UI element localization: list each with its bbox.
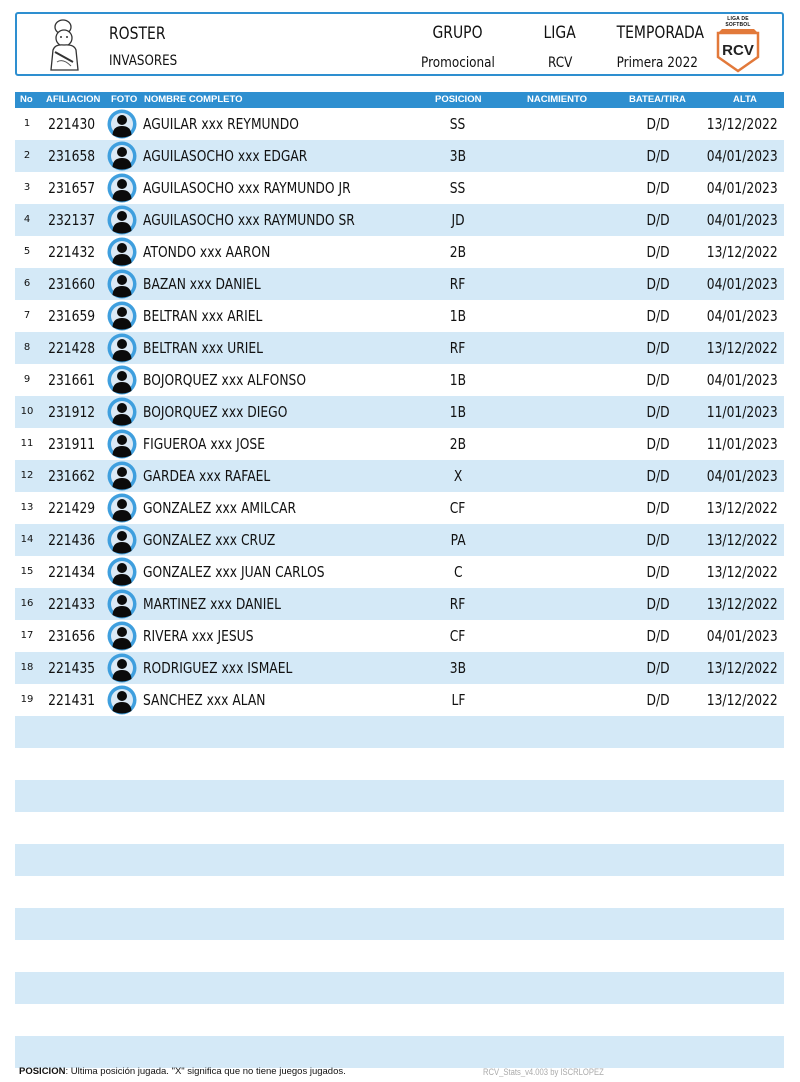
player-registration-date: 04/01/2023 [706, 467, 778, 485]
player-affiliation: 231662 [48, 467, 96, 485]
footnote-text: : Ultima posición jugada. "X" significa que no tiene juegos jugados. [65, 1066, 346, 1077]
player-number: 6 [23, 278, 31, 289]
table-row [15, 204, 784, 236]
player-birthdate [513, 364, 603, 396]
player-registration-date: 04/01/2023 [706, 147, 778, 165]
player-position: JD [451, 211, 465, 229]
player-affiliation: 231657 [48, 179, 96, 197]
empty-row [15, 1004, 784, 1036]
player-number: 10 [20, 406, 34, 417]
player-affiliation: 221435 [48, 659, 96, 677]
player-position: CF [450, 627, 466, 645]
player-registration-date: 13/12/2022 [706, 499, 778, 517]
player-affiliation: 221430 [48, 115, 96, 133]
player-name: ATONDO xxx AARON [143, 243, 271, 261]
player-registration-date: 13/12/2022 [706, 531, 778, 549]
col-nacimiento: NACIMIENTO [527, 94, 587, 105]
player-number: 2 [23, 150, 31, 161]
player-bats-throws: D/D [646, 371, 670, 389]
table-row [15, 684, 784, 716]
player-bats-throws: D/D [646, 563, 670, 581]
player-bats-throws: D/D [646, 691, 670, 709]
col-batea: BATEA/TIRA [629, 94, 686, 105]
player-bats-throws: D/D [646, 499, 670, 517]
version-credit: RCV_Stats_v4.003 by ISCRLOPEZ [483, 1067, 604, 1077]
player-position: RF [450, 275, 466, 293]
empty-row [15, 972, 784, 1004]
player-affiliation: 221436 [48, 531, 96, 549]
table-row [15, 492, 784, 524]
player-name: RIVERA xxx JESUS [143, 627, 254, 645]
player-position: 2B [449, 243, 467, 261]
player-birthdate [513, 204, 603, 236]
player-birthdate [513, 396, 603, 428]
player-number: 12 [20, 470, 34, 481]
player-affiliation: 221432 [48, 243, 96, 261]
player-bats-throws: D/D [646, 275, 670, 293]
col-alta: ALTA [733, 94, 757, 105]
player-birthdate [513, 172, 603, 204]
player-photo-placeholder-icon [107, 333, 137, 363]
player-bats-throws: D/D [646, 659, 670, 677]
player-affiliation: 232137 [48, 211, 96, 229]
player-photo-placeholder-icon [107, 589, 137, 619]
player-bats-throws: D/D [646, 179, 670, 197]
col-no: No [20, 94, 33, 105]
player-birthdate [513, 684, 603, 716]
empty-row [15, 716, 784, 748]
player-name: AGUILASOCHO xxx EDGAR [143, 147, 308, 165]
player-position: X [453, 467, 463, 485]
player-photo-placeholder-icon [107, 365, 137, 395]
player-registration-date: 04/01/2023 [706, 275, 778, 293]
team-mascot-logo [43, 18, 87, 72]
player-name: BELTRAN xxx ARIEL [143, 307, 263, 325]
player-bats-throws: D/D [646, 595, 670, 613]
player-position: C [453, 563, 463, 581]
player-bats-throws: D/D [646, 243, 670, 261]
table-row [15, 524, 784, 556]
player-birthdate [513, 620, 603, 652]
player-bats-throws: D/D [646, 307, 670, 325]
player-birthdate [513, 524, 603, 556]
table-row [15, 300, 784, 332]
player-photo-placeholder-icon [107, 685, 137, 715]
player-name: GONZALEZ xxx CRUZ [143, 531, 276, 549]
player-birthdate [513, 428, 603, 460]
table-row [15, 140, 784, 172]
player-registration-date: 04/01/2023 [706, 307, 778, 325]
league-logo [714, 16, 762, 74]
roster-table [15, 108, 784, 716]
player-affiliation: 221433 [48, 595, 96, 613]
empty-row [15, 812, 784, 844]
table-row [15, 332, 784, 364]
player-bats-throws: D/D [646, 147, 670, 165]
player-affiliation: 221429 [48, 499, 96, 517]
position-footnote [19, 1066, 346, 1077]
player-birthdate [513, 268, 603, 300]
table-row [15, 460, 784, 492]
player-affiliation: 231912 [48, 403, 96, 421]
logo-text: RCV [722, 42, 754, 59]
player-registration-date: 04/01/2023 [706, 179, 778, 197]
col-posicion: POSICION [435, 94, 482, 105]
player-affiliation: 231911 [48, 435, 96, 453]
group-value: Promocional [421, 55, 495, 71]
player-position: 2B [449, 435, 467, 453]
col-afiliacion: AFILIACION [46, 94, 101, 105]
player-bats-throws: D/D [646, 211, 670, 229]
table-row [15, 620, 784, 652]
player-photo-placeholder-icon [107, 621, 137, 651]
player-affiliation: 221428 [48, 339, 96, 357]
player-photo-placeholder-icon [107, 525, 137, 555]
player-photo-placeholder-icon [107, 653, 137, 683]
player-birthdate [513, 236, 603, 268]
player-name: GARDEA xxx RAFAEL [143, 467, 271, 485]
player-photo-placeholder-icon [107, 205, 137, 235]
player-number: 1 [23, 118, 31, 129]
logo-caption: LIGA DE SOFTBOL [725, 16, 751, 28]
player-bats-throws: D/D [646, 531, 670, 549]
player-registration-date: 11/01/2023 [706, 403, 778, 421]
player-name: AGUILAR xxx REYMUNDO [143, 115, 299, 133]
player-bats-throws: D/D [646, 403, 670, 421]
empty-row [15, 940, 784, 972]
player-number: 19 [20, 694, 34, 705]
col-foto: FOTO [111, 94, 138, 105]
empty-row [15, 876, 784, 908]
player-name: BAZAN xxx DANIEL [143, 275, 261, 293]
player-name: BOJORQUEZ xxx DIEGO [143, 403, 288, 421]
player-name: FIGUEROA xxx JOSE [143, 435, 265, 453]
player-registration-date: 11/01/2023 [706, 435, 778, 453]
player-name: AGUILASOCHO xxx RAYMUNDO SR [143, 211, 355, 229]
player-position: 3B [449, 147, 467, 165]
player-registration-date: 13/12/2022 [706, 243, 778, 261]
league-value: RCV [547, 55, 573, 71]
player-affiliation: 231656 [48, 627, 96, 645]
player-birthdate [513, 108, 603, 140]
table-row [15, 108, 784, 140]
player-registration-date: 04/01/2023 [706, 211, 778, 229]
player-photo-placeholder-icon [107, 141, 137, 171]
player-name: AGUILASOCHO xxx RAYMUNDO JR [143, 179, 351, 197]
player-registration-date: 13/12/2022 [706, 563, 778, 581]
player-number: 13 [20, 502, 34, 513]
player-number: 9 [23, 374, 31, 385]
player-name: BELTRAN xxx URIEL [143, 339, 264, 357]
player-position: LF [451, 691, 465, 709]
player-birthdate [513, 652, 603, 684]
player-position: RF [450, 339, 466, 357]
player-birthdate [513, 588, 603, 620]
player-affiliation: 231658 [48, 147, 96, 165]
player-name: RODRIGUEZ xxx ISMAEL [143, 659, 293, 677]
player-affiliation: 221431 [48, 691, 96, 709]
empty-row [15, 1036, 784, 1068]
player-registration-date: 13/12/2022 [706, 659, 778, 677]
player-position: SS [450, 179, 466, 197]
player-affiliation: 221434 [48, 563, 96, 581]
player-affiliation: 231659 [48, 307, 96, 325]
table-row [15, 396, 784, 428]
player-number: 4 [23, 214, 31, 225]
player-photo-placeholder-icon [107, 557, 137, 587]
player-bats-throws: D/D [646, 435, 670, 453]
league-label: LIGA [543, 23, 577, 43]
player-number: 7 [23, 310, 31, 321]
player-name: MARTINEZ xxx DANIEL [143, 595, 282, 613]
player-position: 1B [449, 403, 467, 421]
player-name: GONZALEZ xxx JUAN CARLOS [143, 563, 325, 581]
player-registration-date: 13/12/2022 [706, 691, 778, 709]
player-registration-date: 04/01/2023 [706, 371, 778, 389]
player-number: 16 [20, 598, 34, 609]
player-name: SANCHEZ xxx ALAN [143, 691, 266, 709]
player-name: GONZALEZ xxx AMILCAR [143, 499, 297, 517]
empty-rows [15, 716, 784, 1068]
table-row [15, 268, 784, 300]
player-registration-date: 04/01/2023 [706, 627, 778, 645]
player-number: 18 [20, 662, 34, 673]
player-photo-placeholder-icon [107, 109, 137, 139]
player-number: 15 [20, 566, 34, 577]
table-row [15, 428, 784, 460]
footnote-label: POSICION [19, 1066, 66, 1077]
player-position: RF [450, 595, 466, 613]
empty-row [15, 908, 784, 940]
player-position: PA [450, 531, 466, 549]
player-number: 14 [20, 534, 34, 545]
player-number: 5 [23, 246, 31, 257]
empty-row [15, 844, 784, 876]
season-value: Primera 2022 [616, 55, 698, 71]
table-row [15, 556, 784, 588]
player-number: 3 [23, 182, 31, 193]
table-row [15, 236, 784, 268]
player-registration-date: 13/12/2022 [706, 595, 778, 613]
player-photo-placeholder-icon [107, 269, 137, 299]
player-registration-date: 13/12/2022 [706, 115, 778, 133]
table-row [15, 172, 784, 204]
player-bats-throws: D/D [646, 339, 670, 357]
player-birthdate [513, 140, 603, 172]
table-row [15, 364, 784, 396]
player-photo-placeholder-icon [107, 173, 137, 203]
empty-row [15, 780, 784, 812]
player-number: 11 [20, 438, 34, 449]
col-nombre: NOMBRE COMPLETO [144, 94, 243, 105]
player-photo-placeholder-icon [107, 493, 137, 523]
player-bats-throws: D/D [646, 115, 670, 133]
player-photo-placeholder-icon [107, 301, 137, 331]
season-label: TEMPORADA [616, 23, 705, 43]
player-photo-placeholder-icon [107, 397, 137, 427]
team-name: INVASORES [109, 53, 178, 69]
player-birthdate [513, 556, 603, 588]
player-birthdate [513, 460, 603, 492]
player-registration-date: 13/12/2022 [706, 339, 778, 357]
player-affiliation: 231661 [48, 371, 96, 389]
player-birthdate [513, 332, 603, 364]
player-name: BOJORQUEZ xxx ALFONSO [143, 371, 307, 389]
empty-row [15, 748, 784, 780]
player-photo-placeholder-icon [107, 237, 137, 267]
table-header [15, 92, 784, 108]
player-birthdate [513, 492, 603, 524]
player-number: 17 [20, 630, 34, 641]
player-photo-placeholder-icon [107, 461, 137, 491]
player-birthdate [513, 300, 603, 332]
table-row [15, 652, 784, 684]
group-label: GRUPO [432, 23, 484, 43]
player-position: 1B [449, 371, 467, 389]
player-bats-throws: D/D [646, 627, 670, 645]
table-row [15, 588, 784, 620]
roster-header [15, 12, 784, 76]
player-affiliation: 231660 [48, 275, 96, 293]
player-position: CF [450, 499, 466, 517]
page-title: ROSTER [109, 24, 166, 44]
player-bats-throws: D/D [646, 467, 670, 485]
player-photo-placeholder-icon [107, 429, 137, 459]
player-position: 3B [449, 659, 467, 677]
player-number: 8 [23, 342, 31, 353]
player-position: 1B [449, 307, 467, 325]
player-position: SS [450, 115, 466, 133]
